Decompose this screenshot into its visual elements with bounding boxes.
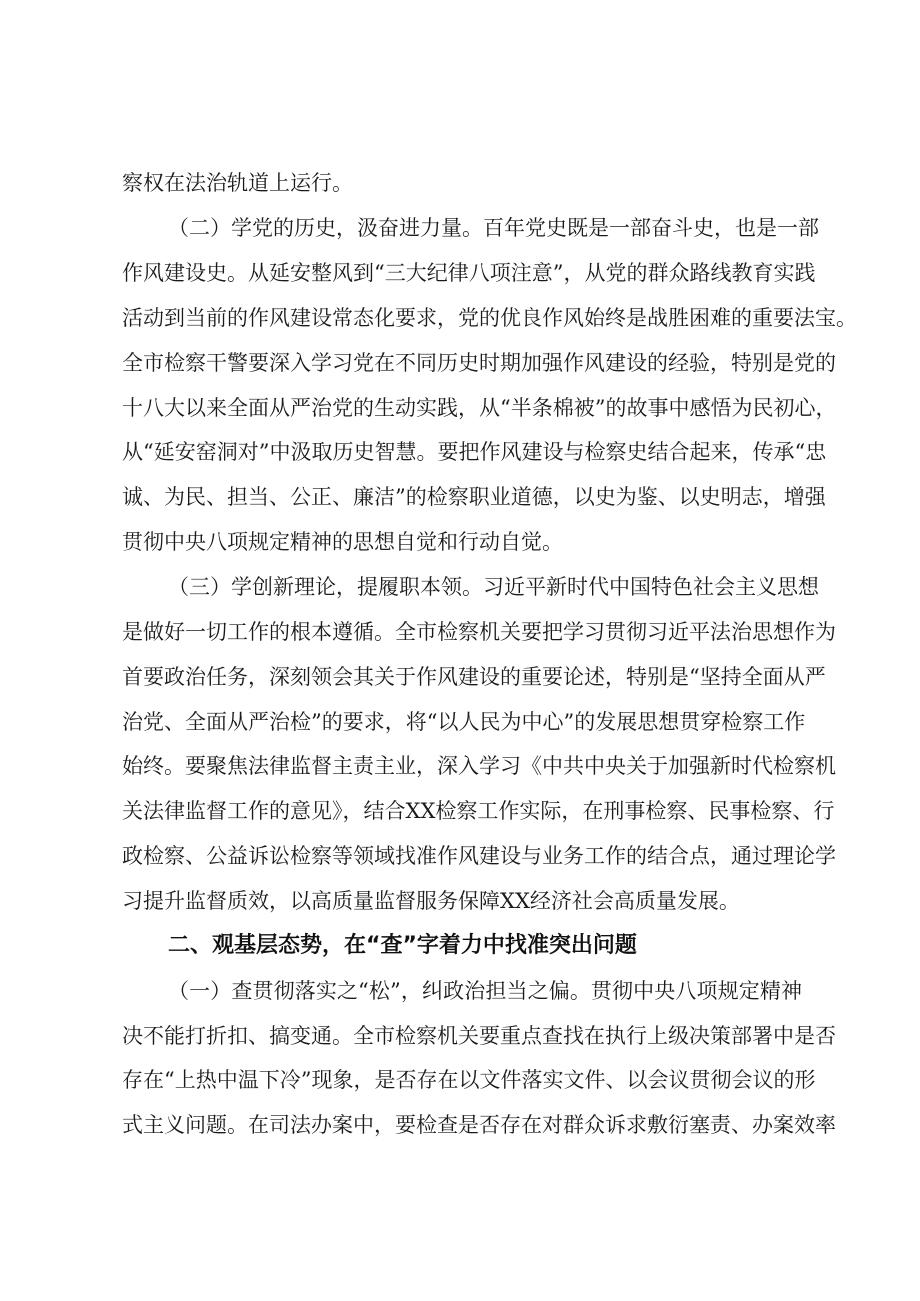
paragraph-line: （二）学党的历史，汲奋进力量。百年党史既是一部奋斗史，也是一部 xyxy=(168,216,819,240)
paragraph-line: （一）查贯彻落实之“松”，纠政治担当之偏。贯彻中央八项规定精神 xyxy=(168,979,802,1003)
paragraph-line: 察权在法治轨道上运行。 xyxy=(122,171,353,195)
paragraph-line: 从“延安窑洞对”中汲取历史智慧。要把作风建设与检察史结合起来，传承“忠 xyxy=(122,440,827,464)
paragraph-line: 习提升监督质效，以高质量监督服务保障XX经济社会高质量发展。 xyxy=(122,889,740,913)
paragraph-line: 关法律监督工作的意见》，结合XX检察工作实际，在刑事检察、民事检察、行 xyxy=(122,799,835,823)
paragraph-line: 全市检察干警要深入学习党在不同历史时期加强作风建设的经验，特别是党的 xyxy=(122,351,836,375)
paragraph-line: 存在“上热中温下冷”现象，是否存在以文件落实文件、以会议贯彻会议的形 xyxy=(122,1068,816,1092)
paragraph-line: 是做好一切工作的根本遵循。全市检察机关要把学习贯彻习近平法治思想作为 xyxy=(122,620,836,644)
section-heading: 二、观基层态势，在“查”字着力中找准突出问题 xyxy=(168,933,637,958)
paragraph-line: （三）学创新理论，提履职本领。习近平新时代中国特色社会主义思想 xyxy=(168,575,819,599)
paragraph-line: 式主义问题。在司法办案中，要检查是否存在对群众诉求敷衍塞责、办案效率 xyxy=(122,1113,836,1137)
paragraph-line: 十八大以来全面从严治党的生动实践，从“半条棉被”的故事中感悟为民初心， xyxy=(122,396,837,420)
paragraph-line: 首要政治任务，深刻领会其关于作风建设的重要论述，特别是“坚持全面从严 xyxy=(122,665,826,689)
paragraph-line: 始终。要聚焦法律监督主责主业，深入学习《中共中央关于加强新时代检察机 xyxy=(122,754,836,778)
paragraph-line: 活动到当前的作风建设常态化要求，党的优良作风始终是战胜困难的重要法宝。 xyxy=(122,306,857,330)
paragraph-line: 诚、为民、担当、公正、廉洁”的检察职业道德，以史为鉴、以史明志，增强 xyxy=(122,485,826,509)
paragraph-line: 作风建设史。从延安整风到“三大纪律八项注意”，从党的群众路线教育实践 xyxy=(122,261,816,285)
paragraph-line: 政检察、公益诉讼检察等领域找准作风建设与业务工作的结合点，通过理论学 xyxy=(122,844,836,868)
paragraph-line: 决不能打折扣、搞变通。全市检察机关要重点查找在执行上级决策部署中是否 xyxy=(122,1024,836,1048)
paragraph-line: 治党、全面从严治检”的要求，将“以人民为中心”的发展思想贯穿检察工作 xyxy=(122,710,806,734)
paragraph-line: 贯彻中央八项规定精神的思想自觉和行动自觉。 xyxy=(122,530,563,554)
